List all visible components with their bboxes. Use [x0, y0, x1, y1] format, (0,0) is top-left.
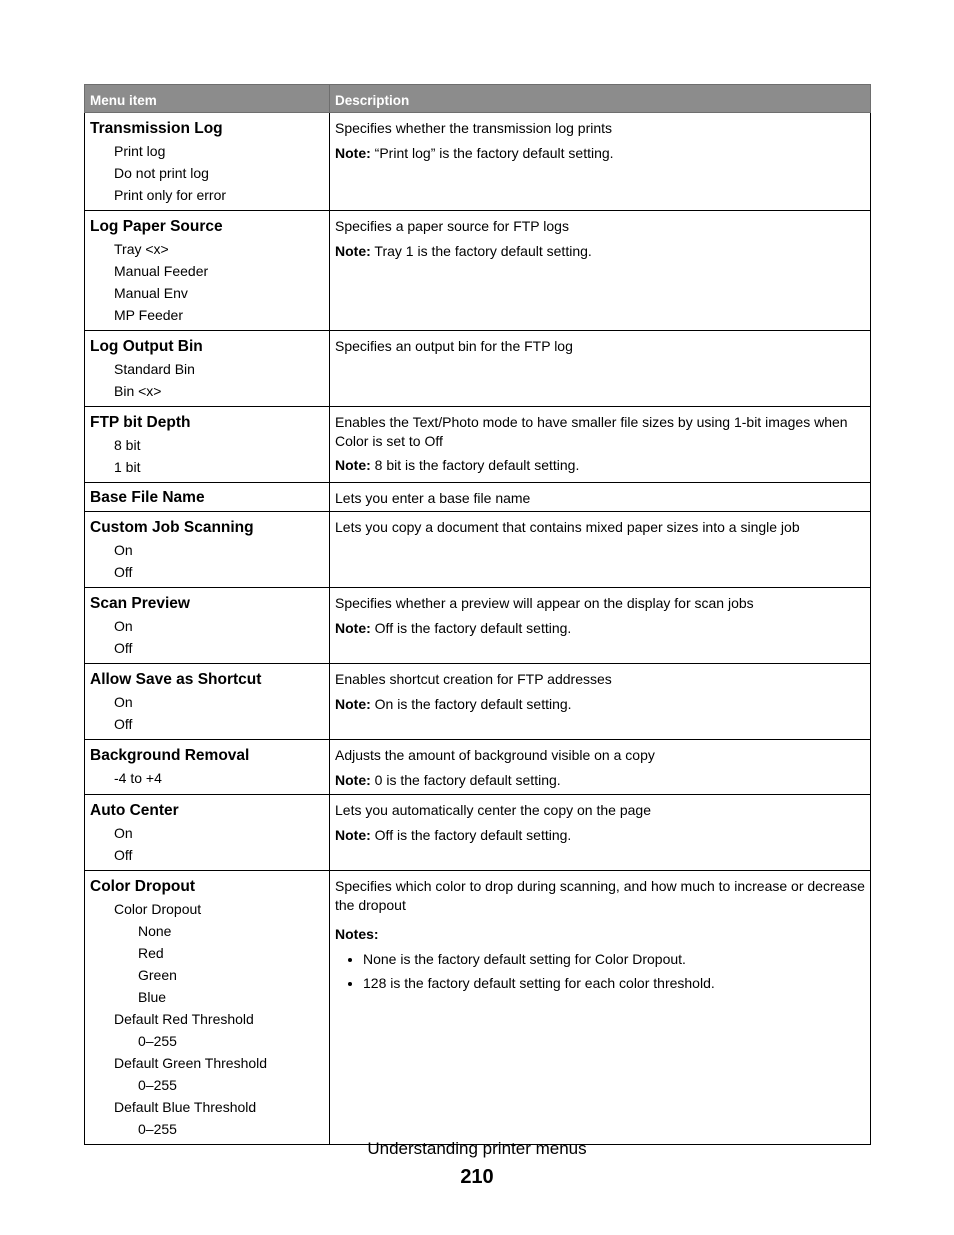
menu-option: Off: [114, 847, 133, 863]
table-row: [85, 331, 871, 407]
note: [335, 771, 865, 790]
menu-item-cell: [85, 871, 330, 1145]
description-cell: [330, 113, 871, 211]
note-text: On is the factory default setting.: [370, 696, 572, 712]
menu-sub-option: Blue: [138, 989, 167, 1005]
menu-item-cell: [85, 113, 330, 211]
description-text: Adjusts the amount of background visible on a copy: [335, 747, 655, 763]
note-label: Note:: [335, 696, 371, 712]
footer-section-title: Understanding printer menus: [367, 1139, 587, 1158]
menu-item-title: Log Output Bin: [90, 338, 203, 355]
table-row: [85, 483, 871, 512]
description-cell: [330, 588, 871, 664]
note: [335, 695, 865, 714]
description-cell: [330, 331, 871, 407]
note: [335, 619, 865, 638]
list-item: • 128 is the factory default setting for each color threshold.: [363, 974, 865, 993]
note: [335, 456, 865, 475]
description-cell: [330, 512, 871, 588]
menu-option: On: [114, 694, 133, 710]
menu-item-cell: [85, 588, 330, 664]
menu-option: Print only for error: [114, 187, 227, 203]
menu-option: Bin <x>: [114, 383, 162, 399]
note-label: Note:: [335, 457, 371, 473]
menu-option: Print log: [114, 143, 166, 159]
note-label: Note:: [335, 827, 371, 843]
menu-table: [84, 84, 871, 1145]
table-row: [85, 512, 871, 588]
table-row: [85, 740, 871, 795]
menu-item-title: Scan Preview: [90, 595, 190, 612]
table-row: [85, 871, 871, 1145]
menu-option: 1 bit: [114, 459, 141, 475]
note: [335, 826, 865, 845]
description-text: Specifies whether a preview will appear on the display for scan jobs: [335, 595, 754, 611]
menu-option: Off: [114, 640, 133, 656]
menu-item-cell: [85, 740, 330, 795]
description-text: Specifies whether the transmission log prints: [335, 120, 613, 136]
header-menu-item: Menu item: [85, 85, 330, 113]
menu-sub-option: 0–255: [138, 1033, 177, 1049]
description-text: Lets you automatically center the copy on the page: [335, 802, 651, 818]
notes-label: Notes:: [335, 926, 379, 942]
menu-item-title: Auto Center: [90, 802, 179, 819]
menu-item-title: FTP bit Depth: [90, 414, 191, 431]
menu-option: MP Feeder: [114, 307, 183, 323]
header-description: Description: [330, 85, 871, 113]
note-label: Note:: [335, 145, 371, 161]
menu-option: On: [114, 618, 133, 634]
menu-item-cell: [85, 407, 330, 483]
menu-sub-option: Green: [138, 967, 177, 983]
page-number: 210: [460, 1166, 494, 1188]
menu-option: Do not print log: [114, 165, 209, 181]
note-label: Note:: [335, 243, 371, 259]
description-cell: [330, 871, 871, 1145]
menu-option: Tray <x>: [114, 241, 169, 257]
description-cell: [330, 795, 871, 871]
menu-item-title: Transmission Log: [90, 120, 223, 137]
menu-option: Manual Feeder: [114, 263, 209, 279]
menu-item-cell: [85, 211, 330, 331]
note-text: 8 bit is the factory default setting.: [370, 457, 580, 473]
table-row: [85, 407, 871, 483]
table-row: [85, 664, 871, 740]
menu-option: On: [114, 542, 133, 558]
menu-option: 8 bit: [114, 437, 141, 453]
table-row: [85, 113, 871, 211]
note: [335, 242, 865, 261]
description-text: Specifies an output bin for the FTP log: [335, 338, 573, 354]
menu-sub-option: 0–255: [138, 1121, 177, 1137]
menu-item-cell: [85, 795, 330, 871]
menu-item-cell: [85, 331, 330, 407]
menu-item-title: Log Paper Source: [90, 218, 223, 235]
notes-list: [335, 950, 865, 993]
menu-item-title: Allow Save as Shortcut: [90, 671, 262, 688]
menu-option: Default Green Threshold: [114, 1055, 268, 1071]
menu-option: Default Red Threshold: [114, 1011, 254, 1027]
menu-item-title: Base File Name: [90, 489, 205, 506]
menu-option: Off: [114, 716, 133, 732]
menu-option: Color Dropout: [114, 901, 202, 917]
table-row: [85, 588, 871, 664]
description-cell: [330, 407, 871, 483]
menu-item-cell: [85, 483, 330, 512]
menu-sub-option: None: [138, 923, 172, 939]
description-text: Enables shortcut creation for FTP addresses: [335, 671, 612, 687]
note-text: Off is the factory default setting.: [370, 620, 572, 636]
menu-item-cell: [85, 512, 330, 588]
notes-heading: [335, 925, 865, 944]
note-text: “Print log” is the factory default setting.: [370, 145, 614, 161]
table-row: [85, 795, 871, 871]
note-label: Note:: [335, 772, 371, 788]
description-cell: [330, 483, 871, 512]
menu-item-title: Custom Job Scanning: [90, 519, 254, 536]
list-item: • None is the factory default setting for Color Dropout.: [363, 950, 865, 969]
description-cell: [330, 211, 871, 331]
menu-item-title: Background Removal: [90, 747, 250, 764]
description-text: Specifies a paper source for FTP logs: [335, 218, 569, 234]
menu-item-title: Color Dropout: [90, 878, 196, 895]
note-label: Note:: [335, 620, 371, 636]
note-text: Tray 1 is the factory default setting.: [370, 243, 592, 259]
note: [335, 144, 865, 163]
description-cell: [330, 740, 871, 795]
menu-option: Standard Bin: [114, 361, 195, 377]
description-text: Lets you enter a base file name: [335, 490, 531, 506]
menu-sub-option: Red: [138, 945, 164, 961]
menu-option: Manual Env: [114, 285, 188, 301]
menu-sub-option: 0–255: [138, 1077, 177, 1093]
note-text: 0 is the factory default setting.: [370, 772, 561, 788]
menu-option: -4 to +4: [114, 770, 162, 786]
menu-option: Off: [114, 564, 133, 580]
description-cell: [330, 664, 871, 740]
description-text: Specifies which color to drop during scanning, and how much to increase or decrease the dropout: [335, 878, 865, 913]
note-text: Off is the factory default setting.: [370, 827, 572, 843]
table-header-row: [85, 85, 871, 113]
menu-option: Default Blue Threshold: [114, 1099, 257, 1115]
table-row: [85, 211, 871, 331]
menu-option: On: [114, 825, 133, 841]
menu-item-cell: [85, 664, 330, 740]
description-text: Enables the Text/Photo mode to have smaller file sizes by using 1-bit images when Color is set to Off: [335, 414, 848, 449]
description-text: Lets you copy a document that contains mixed paper sizes into a single job: [335, 519, 800, 535]
